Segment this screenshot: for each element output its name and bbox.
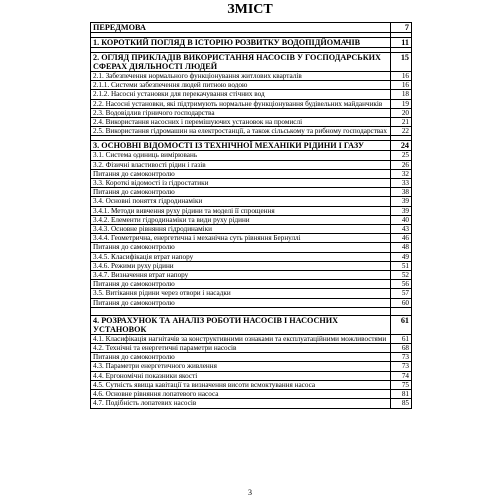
section-title: 3.4. Основні поняття гідродинаміки [91, 197, 391, 206]
page-ref: 48 [391, 243, 412, 252]
toc-item-row [91, 81, 412, 90]
spacer-cell [391, 307, 412, 315]
toc-chapter-row [91, 141, 412, 151]
toc-item-row [91, 334, 412, 343]
toc-body [91, 23, 412, 409]
section-title: 2.5. Використання гідромашин на електростанції, а також сільському та рибному господарствах [91, 127, 391, 136]
page-ref: 15 [391, 53, 412, 72]
toc-item-row [91, 118, 412, 127]
toc-item-row [91, 215, 412, 224]
section-title: 3.4.2. Елементи гідродинаміки та види руху рідини [91, 215, 391, 224]
toc-item-row [91, 108, 412, 117]
toc-title: ЗМІСТ [227, 2, 273, 17]
section-title: 2.2. Насосні установки, які підтримують нормальне функціонування будівельних майданчиків [91, 99, 391, 108]
section-title: Питання до самоконтролю [91, 169, 391, 178]
section-title: 3.4.5. Класифікація втрат напору [91, 252, 391, 261]
section-title: 3.3. Короткі відомості із гідростатики [91, 179, 391, 188]
chapter-title: 4. РОЗРАХУНОК ТА АНАЛІЗ РОБОТИ НАСОСІВ І НАСОСНИХ УСТАНОВОК [91, 315, 391, 334]
page-ref: 38 [391, 188, 412, 197]
toc-item-row [91, 72, 412, 81]
page-ref: 75 [391, 380, 412, 389]
section-title: 4.6. Основне рівняння лопатевого насоса [91, 390, 391, 399]
toc-item-row [91, 243, 412, 252]
section-title: Питання до самоконтролю [91, 188, 391, 197]
chapter-title: 3. ОСНОВНІ ВІДОМОСТІ ІЗ ТЕХНІЧНОЇ МЕХАНІКИ РІДИНИ І ГАЗУ [91, 141, 391, 151]
page-ref: 7 [391, 23, 412, 33]
page-ref: 85 [391, 399, 412, 408]
page-ref: 18 [391, 90, 412, 99]
toc-table [90, 22, 412, 409]
page-ref: 56 [391, 280, 412, 289]
toc-spacer-row [91, 307, 412, 315]
page-ref: 81 [391, 390, 412, 399]
toc-item-row [91, 188, 412, 197]
toc-item-row [91, 234, 412, 243]
section-title: 2.4. Використання насосних і перемішуючих установок на промислі [91, 118, 391, 127]
toc-item-row [91, 289, 412, 298]
section-title: 4.1. Класифікація нагнітачів за конструктивними ознаками та експлуатаційними можливостями [91, 334, 391, 343]
toc-item-row [91, 90, 412, 99]
toc-item-row [91, 151, 412, 160]
page-ref: 16 [391, 72, 412, 81]
section-title: 2.1. Забезпечення нормального функціонування житлових кварталів [91, 72, 391, 81]
toc-item-row [91, 380, 412, 389]
page-ref: 32 [391, 169, 412, 178]
section-title: 3.4.7. Визначення втрат напору [91, 271, 391, 280]
section-title: 3.4.1. Методи вивчення руху рідини та моделі її спрощення [91, 206, 391, 215]
toc-item-row [91, 399, 412, 408]
section-title: 4.2. Технічні та енергетичні параметри насосів [91, 344, 391, 353]
section-title: 2.1.1. Системи забезпечення людей питною водою [91, 81, 391, 90]
page-ref: 61 [391, 315, 412, 334]
toc-chapter-row [91, 23, 412, 33]
page-ref: 21 [391, 118, 412, 127]
page-ref: 49 [391, 252, 412, 261]
section-title: 3.2. Фізичні властивості рідин і газів [91, 160, 391, 169]
page-ref: 40 [391, 215, 412, 224]
toc-item-row [91, 206, 412, 215]
page-ref: 26 [391, 160, 412, 169]
section-title: Питання до самоконтролю [91, 280, 391, 289]
page-ref: 74 [391, 371, 412, 380]
toc-item-row [91, 344, 412, 353]
section-title: 3.4.4. Геометрична, енергетична і механічна суть рівняння Бернуллі [91, 234, 391, 243]
section-title: Питання до самоконтролю [91, 298, 391, 307]
page-ref: 61 [391, 334, 412, 343]
toc-item-row [91, 271, 412, 280]
section-title: 4.3. Параметри енергетичного живлення [91, 362, 391, 371]
page-ref: 46 [391, 234, 412, 243]
page-number: 3 [248, 488, 252, 497]
toc-item-row [91, 225, 412, 234]
chapter-title: 1. КОРОТКИЙ ПОГЛЯД В ІСТОРІЮ РОЗВИТКУ ВОДОПІДЙОМАЧІВ [91, 38, 391, 48]
chapter-title: ПЕРЕДМОВА [91, 23, 391, 33]
page-ref: 57 [391, 289, 412, 298]
page-ref: 73 [391, 353, 412, 362]
toc-chapter-row [91, 315, 412, 334]
page-ref: 73 [391, 362, 412, 371]
toc-item-row [91, 160, 412, 169]
section-title: 3.4.3. Основне рівняння гідродинаміки [91, 225, 391, 234]
toc-item-row [91, 127, 412, 136]
toc-item-row [91, 371, 412, 380]
spacer-cell [91, 307, 391, 315]
page-ref: 11 [391, 38, 412, 48]
toc-item-row [91, 390, 412, 399]
chapter-title: 2. ОГЛЯД ПРИКЛАДІВ ВИКОРИСТАННЯ НАСОСІВ У ГОСПОДАРСЬКИХ СФЕРАХ ДІЯЛЬНОСТІ ЛЮДЕЙ [91, 53, 391, 72]
toc-item-row [91, 362, 412, 371]
toc-item-row [91, 99, 412, 108]
toc-item-row [91, 252, 412, 261]
page-ref: 60 [391, 298, 412, 307]
page-ref: 39 [391, 206, 412, 215]
section-title: 4.7. Подібність лопатевих насосів [91, 399, 391, 408]
page-ref: 19 [391, 99, 412, 108]
section-title: 2.3. Водовідлив гірничого господарства [91, 108, 391, 117]
page-ref: 39 [391, 197, 412, 206]
section-title: 3.1. Система одиниць вимірювань [91, 151, 391, 160]
section-title: 2.1.2. Насосні установки для перекачування стічних вод [91, 90, 391, 99]
toc-chapter-row [91, 53, 412, 72]
page-ref: 22 [391, 127, 412, 136]
page-ref: 43 [391, 225, 412, 234]
section-title: 4.4. Ергономічні показники якості [91, 371, 391, 380]
page-ref: 24 [391, 141, 412, 151]
section-title: 4.5. Сутність явища кавітації та визначення висоти всмоктування насоса [91, 380, 391, 389]
page-ref: 52 [391, 271, 412, 280]
toc-item-row [91, 280, 412, 289]
page-ref: 20 [391, 108, 412, 117]
toc-item-row [91, 261, 412, 270]
toc-item-row [91, 298, 412, 307]
toc-item-row [91, 353, 412, 362]
toc-chapter-row [91, 38, 412, 48]
page-ref: 51 [391, 261, 412, 270]
toc-item-row [91, 179, 412, 188]
toc-item-row [91, 197, 412, 206]
section-title: 3.5. Витікання рідини через отвори і насадки [91, 289, 391, 298]
page-ref: 16 [391, 81, 412, 90]
page-ref: 68 [391, 344, 412, 353]
page-ref: 33 [391, 179, 412, 188]
section-title: Питання до самоконтролю [91, 353, 391, 362]
page-ref: 25 [391, 151, 412, 160]
toc-item-row [91, 169, 412, 178]
section-title: Питання до самоконтролю [91, 243, 391, 252]
section-title: 3.4.6. Режими руху рідини [91, 261, 391, 270]
